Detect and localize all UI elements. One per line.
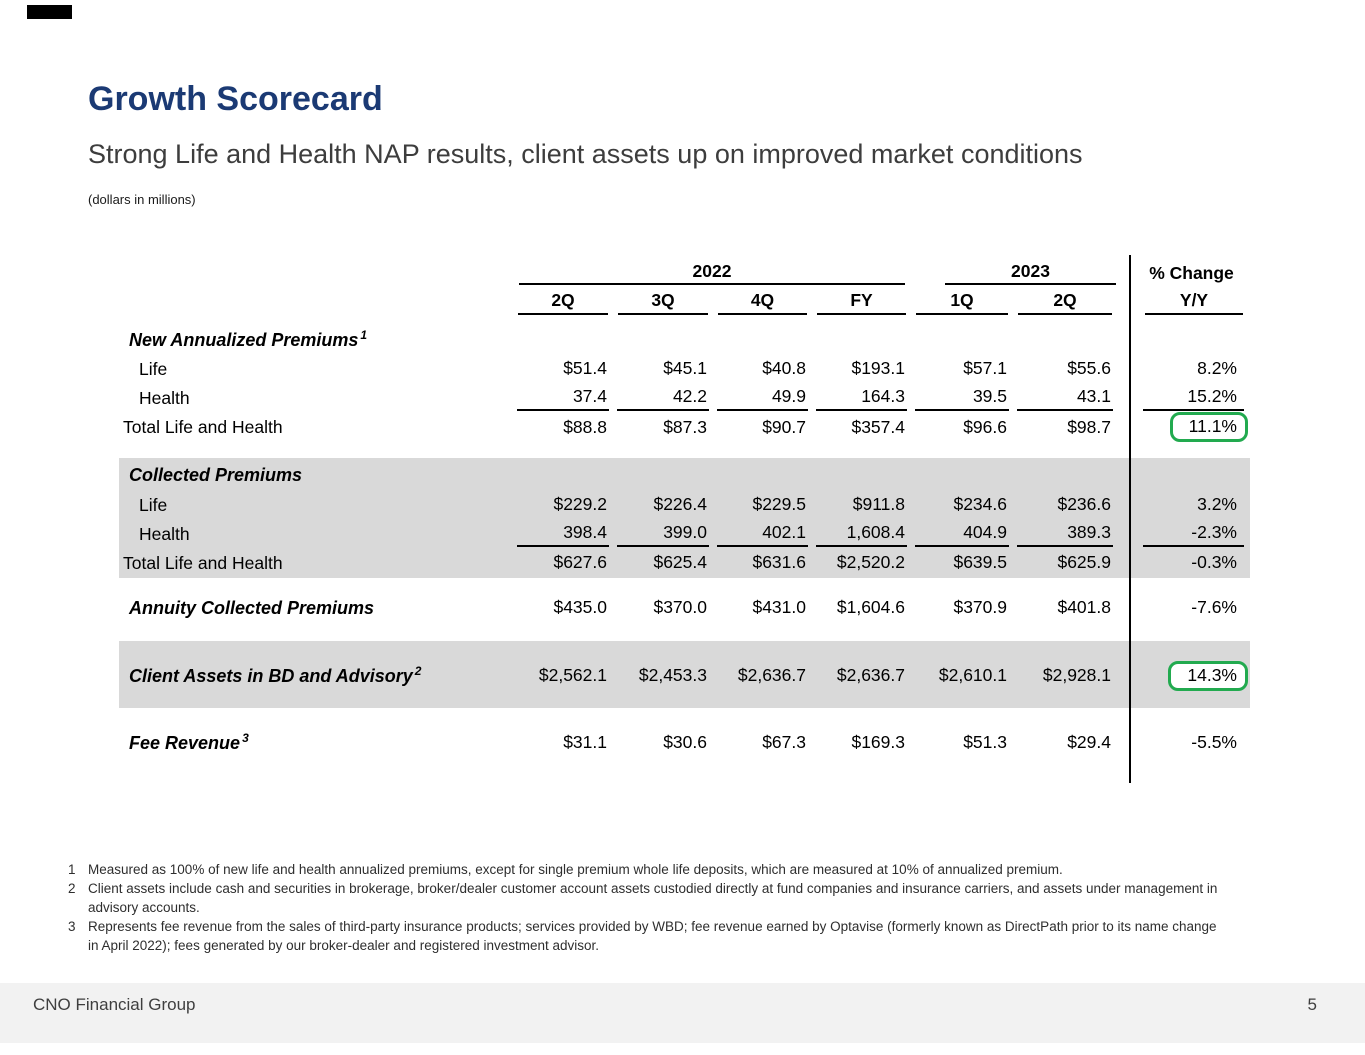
cell-value: $2,636.7 [737,665,806,685]
cell-value: $87.3 [663,416,707,437]
footnote-text: Client assets include cash and securities in brokerage, broker/dealer customer account assets custodied directly at fund companies and insurance carriers, and assets under management in advisory accounts. [88,881,1218,915]
cell-value: $370.0 [653,597,707,617]
col-header-2q-2023: 2Q [1018,290,1112,315]
section-label: New Annualized Premiums $^1$ [129,327,368,350]
cell-value: $627.6 [553,552,607,572]
pct-change-header: % Change [1149,263,1234,283]
cell-value: 1,608.4 [816,521,907,547]
cell-value: $96.6 [963,416,1007,437]
cell-value: $98.7 [1067,416,1111,437]
table-header-years [119,257,1250,285]
footer-company-name: CNO Financial Group [33,995,196,1014]
table-row [119,385,1250,411]
cell-value: $639.5 [953,552,1007,572]
highlighted-pct-change: 11.1% [1170,412,1248,442]
cell-value: $435.0 [553,597,607,617]
cell-value: $401.8 [1057,597,1111,617]
col-header-4q-2022: 4Q [718,290,807,315]
table-header-quarters [119,287,1250,315]
section-label: Fee Revenue $^3$ [129,730,249,753]
year-header-2023: 2023 [945,261,1116,285]
table-row [119,356,1250,382]
redaction-mark [27,5,72,19]
table-row-total [119,414,1250,441]
pct-change-value: 3.2% [1197,494,1237,514]
table-row [119,521,1250,547]
cell-value: $169.3 [851,732,905,752]
section-label: Client Assets in BD and Advisory $^2$ [129,663,422,686]
footnote-number: 2 [68,881,76,896]
footnote-text: Measured as 100% of new life and health annualized premiums, except for single premium whole life deposits, which are measured at 10% of annualized premium. [88,862,1063,877]
row-label: Life [139,358,168,379]
cell-value: $45.1 [663,358,707,378]
footnote-ref-2: 2 [414,663,422,678]
cell-value: $229.2 [553,494,607,514]
section-row-collected-premiums [119,462,1250,488]
cell-value: 402.1 [717,521,808,547]
footnote-number: 1 [68,862,76,877]
table-row-client-assets [119,663,1250,689]
row-label: Total Life and Health [123,552,283,573]
cell-value: $67.3 [762,732,806,752]
cell-value: $40.8 [762,358,806,378]
cell-value: $90.7 [762,416,806,437]
cell-value: $2,520.2 [836,552,905,572]
row-label: Health [139,387,190,408]
cell-value: $2,928.1 [1042,665,1111,685]
col-header-1q-2023: 1Q [916,290,1008,315]
pct-change-value: 15.2% [1143,385,1244,411]
pct-change-value: -5.5% [1191,732,1237,752]
cell-value: $2,610.1 [938,665,1007,685]
page-subtitle: Strong Life and Health NAP results, client assets up on improved market conditions [88,139,1083,169]
table-row-total [119,550,1250,576]
year-header-2022: 2022 [519,261,905,285]
pct-change-value: -0.3% [1191,552,1237,572]
cell-value: $88.8 [563,416,607,437]
pct-change-value: -7.6% [1191,597,1237,617]
cell-value: 398.4 [517,521,609,547]
cell-value: $357.4 [851,416,905,437]
table-row [119,492,1250,518]
footnote-ref-1: 1 [360,327,368,342]
cell-value: $631.6 [752,552,806,572]
cell-value: $911.8 [852,494,905,514]
col-header-2q-2022: 2Q [518,290,608,315]
cell-value: $55.6 [1067,358,1111,378]
cell-value: 399.0 [617,521,709,547]
section-label: Collected Premiums [129,464,303,485]
footnote-1 [68,860,1218,879]
cell-value: $1,604.6 [836,597,905,617]
cell-value: $229.5 [752,494,806,514]
row-label: Life [139,494,168,515]
row-label: Total Life and Health [123,417,283,437]
row-label: Health [139,523,190,544]
cell-value: $29.4 [1067,732,1111,752]
cell-value: $625.9 [1057,552,1111,572]
footnote-2 [68,879,1218,917]
cell-value: $30.6 [663,732,707,752]
highlighted-pct-change: 14.3% [1168,661,1248,691]
units-note: (dollars in millions) [88,192,196,207]
page-title: Growth Scorecard [88,80,383,118]
cell-value: $2,453.3 [638,665,707,685]
cell-value: 39.5 [915,385,1009,411]
cell-value: $625.4 [653,552,707,572]
footnote-3 [68,917,1218,955]
cell-value: $2,636.7 [836,665,905,685]
section-row-new-annualized-premiums [119,327,1250,353]
pct-change-value: 8.2% [1197,358,1237,378]
cell-value: $370.9 [953,597,1007,617]
cell-value: $57.1 [963,358,1007,378]
table-row-annuity [119,595,1250,621]
cell-value: $31.1 [563,732,607,752]
page-number: 5 [1307,995,1317,1014]
cell-value: $51.3 [963,732,1007,752]
cell-value: $226.4 [653,494,707,514]
cell-value: $193.1 [851,358,905,378]
section-label: Annuity Collected Premiums [129,597,375,618]
cell-value: $236.6 [1057,494,1111,514]
cell-value: 42.2 [617,385,709,411]
cell-value: 404.9 [915,521,1009,547]
pct-change-value: -2.3% [1143,521,1244,547]
footer-bar [0,983,1365,1043]
footnote-text: Represents fee revenue from the sales of third-party insurance products; services provided by WBD; fee revenue earned by Optavise (formerly known as DirectPath prior to its name change in April 2022); fees generated by our broker-dealer and registered investment advisor. [88,919,1217,953]
col-header-yy: Y/Y [1145,290,1243,315]
footnote-number: 3 [68,919,76,934]
cell-value: 389.3 [1017,521,1113,547]
col-header-fy-2022: FY [817,290,906,315]
cell-value: $234.6 [953,494,1007,514]
cell-value: 37.4 [517,385,609,411]
col-header-3q-2022: 3Q [618,290,708,315]
footnotes [68,860,1218,955]
table-row-fee-revenue [119,730,1250,756]
cell-value: 49.9 [717,385,808,411]
cell-value: $2,562.1 [538,665,607,685]
cell-value: $431.0 [752,597,806,617]
cell-value: $51.4 [563,358,607,378]
cell-value: 164.3 [816,385,907,411]
footnote-ref-3: 3 [242,730,249,745]
cell-value: 43.1 [1017,385,1113,411]
